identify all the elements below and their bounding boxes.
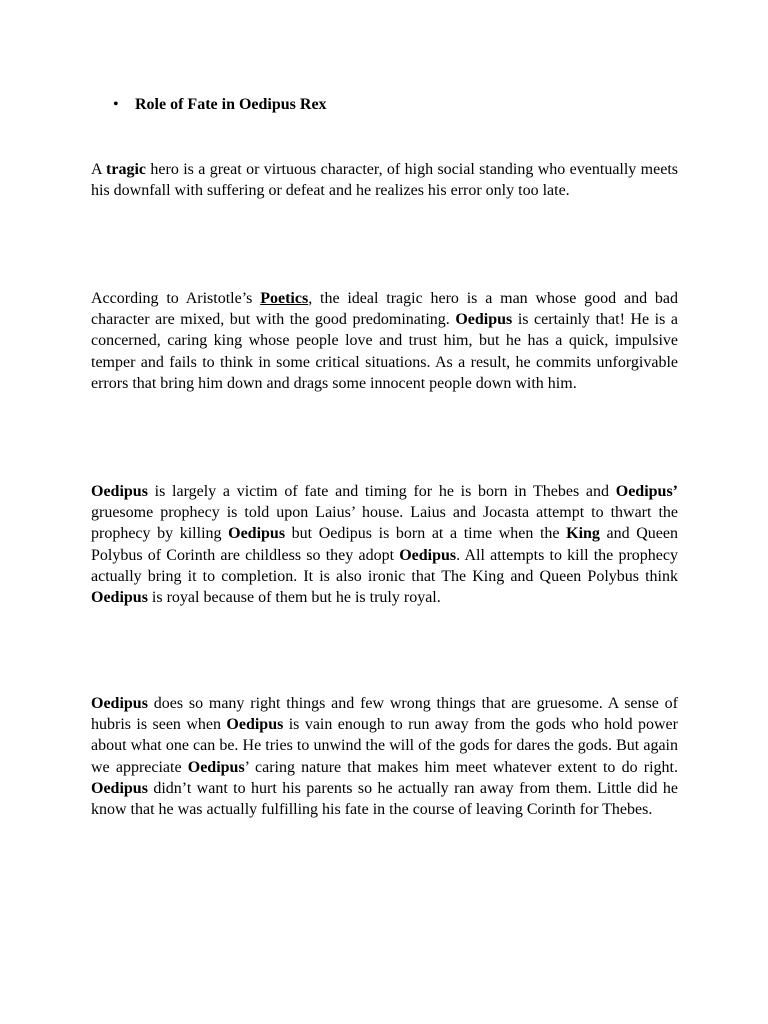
paragraph-hubris — [91, 693, 678, 820]
paragraph-victim-of-fate — [91, 481, 678, 608]
p3-text: is largely a victim of fate and timing for he is born in Thebes and — [147, 483, 616, 500]
p3-bold-oedipus: Oedipus — [91, 589, 148, 607]
p3-bold-oedipus: Oedipus’ — [615, 483, 678, 500]
p2-text: is certainly that! He is a concerned, caring king whose people love and trust him, but he has a quick, impulsive temper and fails to think in some critical situations. As a result, he commits unforgivable errors that bring him down and drags some innocent people down with him. — [91, 311, 678, 392]
p3-bold-oedipus: Oedipus — [228, 525, 286, 543]
p4-text: does so many right things and few wrong things that are gruesome. A sense of hubris is seen when — [91, 695, 678, 734]
heading-text: Role of Fate in Oedipus Rex — [135, 96, 327, 113]
p3-bold-king: King — [566, 525, 600, 543]
p3-text: gruesome prophecy is told upon Laius’ house. Laius and Jocasta attempt to thwart the prophecy by killing — [91, 504, 678, 543]
p4-bold-oedipus: Oedipus — [91, 695, 148, 712]
p3-text: but Oedipus is born at a time when the — [285, 525, 567, 543]
p3-text: is royal because of them but he is truly royal. — [147, 589, 441, 607]
p3-bold-oedipus: Oedipus — [399, 546, 457, 564]
p1-text: hero is a great or virtuous character, of high social standing who eventually meets his downfall with suffering or defeat and he realizes his error only too late. — [91, 161, 679, 200]
p4-bold-oedipus: Oedipus — [226, 716, 284, 734]
p4-bold-oedipus: Oedipus — [187, 758, 245, 776]
bullet-marker: • — [113, 96, 119, 113]
p2-bold-oedipus: Oedipus — [455, 311, 513, 329]
section-heading — [113, 94, 327, 115]
paragraph-tragic-hero — [91, 159, 678, 201]
p4-text: is vain enough to run away from the gods who hold power about what one can be. He tries to unwind the will of the gods for dares the gods. But again we appreciate — [91, 716, 678, 776]
p3-text: and Queen Polybus of Corinth are childless so they adopt — [91, 525, 679, 564]
p2-text: , the ideal tragic hero is a man whose good and bad character are mixed, but with the good predominating. — [91, 290, 678, 329]
p2-poetics-underlined: Poetics — [260, 290, 309, 307]
p2-text: According to Aristotle’s — [91, 290, 261, 307]
p3-bold-oedipus: Oedipus — [91, 483, 148, 500]
p3-text: . All attempts to kill the prophecy actually bring it to completion. It is also ironic that The King and Queen Polybus think — [91, 546, 678, 585]
p1-text: A — [91, 161, 107, 178]
p4-text: ’ caring nature that makes him meet whatever extent to do right. — [244, 758, 678, 776]
p4-text: didn’t want to hurt his parents so he actually ran away from them. Little did he know that he was actually fulfilling his fate in the course of leaving Corinth for Thebes. — [91, 779, 678, 819]
paragraph-aristotle — [91, 288, 678, 394]
p4-bold-oedipus: Oedipus — [91, 779, 148, 797]
p1-bold-tragic: tragic — [106, 161, 147, 178]
